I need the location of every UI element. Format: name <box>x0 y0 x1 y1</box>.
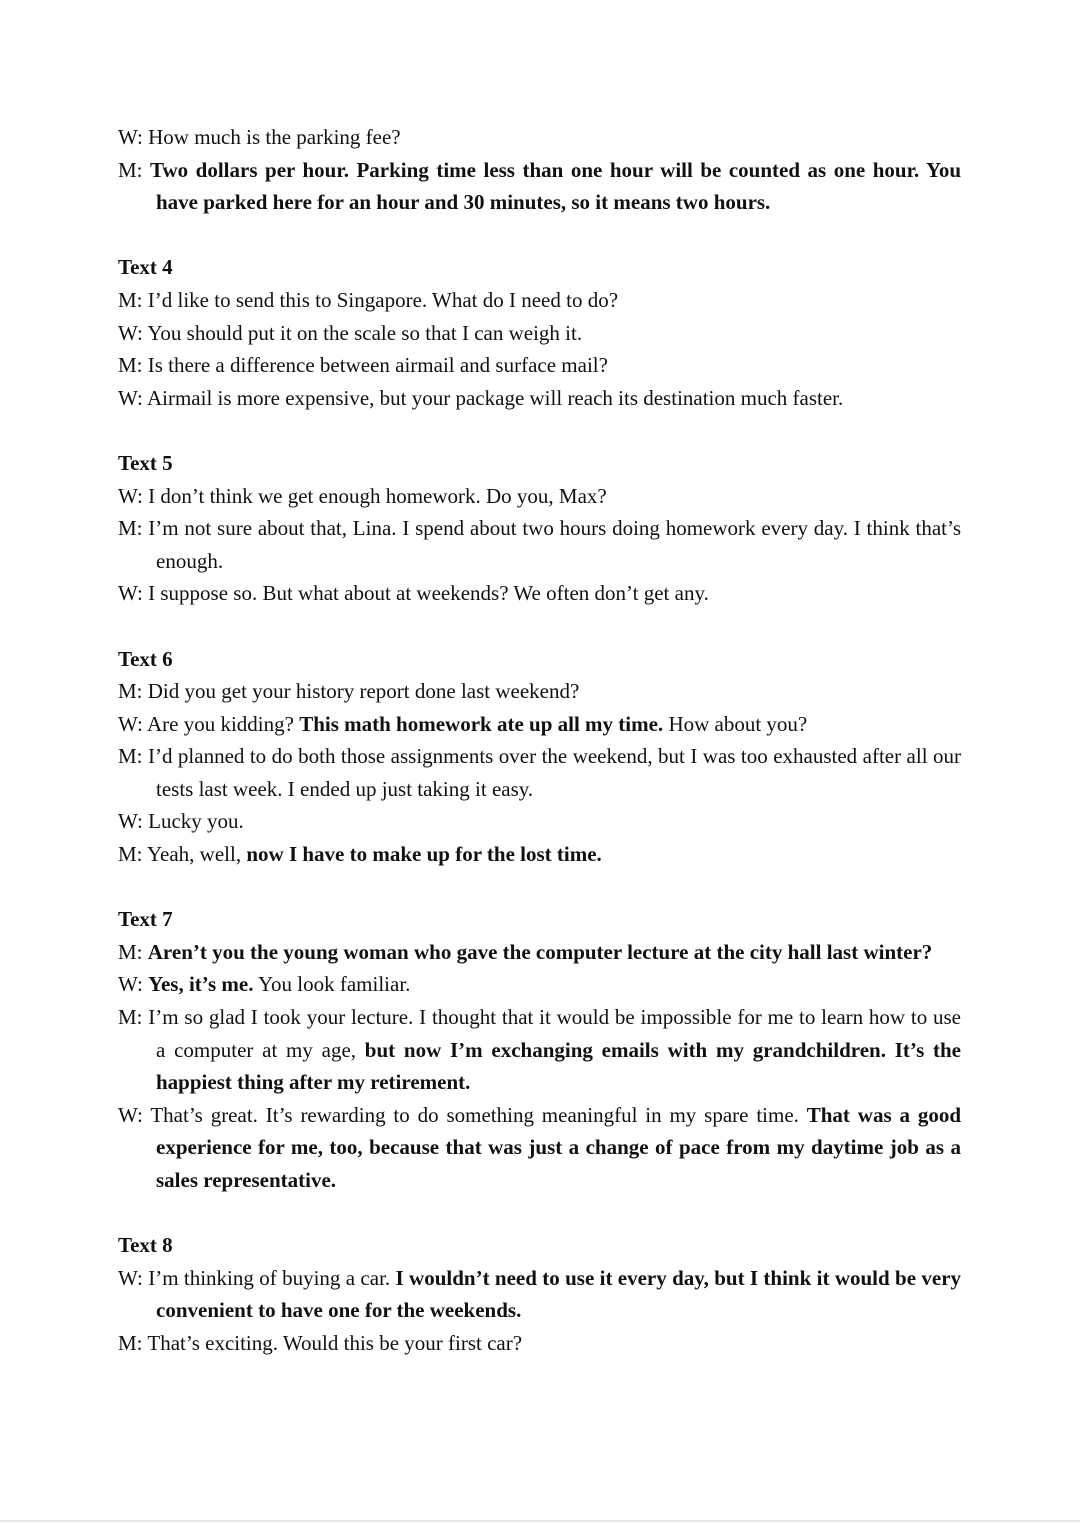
emphasized-text: I wouldn’t need to use it every day, but I think it would be very convenient to have one for the weekends. <box>156 1265 962 1323</box>
dialog-text: W: Lucky you. <box>118 809 244 834</box>
dialog-line <box>118 838 961 871</box>
dialog-line <box>118 284 961 317</box>
dialog-line <box>118 512 961 577</box>
dialog-line <box>118 968 961 1001</box>
emphasized-text: but now I’m exchanging emails with my grandchildren. It’s the happiest thing after my retirement. <box>156 1037 962 1095</box>
dialog-line <box>118 1327 961 1360</box>
dialog-line <box>118 1262 961 1327</box>
dialog-line <box>118 577 961 610</box>
emphasized-text: Two dollars per hour. Parking time less than one hour will be counted as one hour. You have parked here for an hour and 30 minutes, so it means two hours. <box>150 157 961 215</box>
transcript-page <box>118 121 961 1360</box>
emphasized-text: now I have to make up for the lost time. <box>246 842 602 867</box>
dialog-line <box>118 936 961 969</box>
dialog-line <box>118 480 961 513</box>
dialog-text: W: That’s great. It’s rewarding to do something meaningful in my spare time. <box>118 1102 807 1127</box>
dialog-text: W: How much is the parking fee? <box>118 125 401 149</box>
dialog-line <box>118 317 961 350</box>
emphasized-text: Aren’t you the young woman who gave the computer lecture at the city hall last winter? <box>147 939 933 964</box>
section-heading: Text 6 <box>118 646 173 671</box>
dialog-text: W: Airmail is more expensive, but your package will reach its destination much faster. <box>118 385 844 410</box>
dialog-text: W: I suppose so. But what about at weekends? We often don’t get any. <box>118 581 709 606</box>
section-heading: Text 5 <box>118 450 173 475</box>
dialog-text: M: I’m so glad I took your lecture. I thought that it would be impossible for me to learn how to use a computer at my age, <box>118 1005 961 1062</box>
dialog-line <box>118 1099 961 1197</box>
dialog-text: W: Are you kidding? <box>118 711 300 736</box>
dialog-text: W: I’m thinking of buying a car. <box>118 1265 396 1290</box>
section-heading: Text 7 <box>118 907 173 932</box>
dialog-line <box>118 349 961 382</box>
emphasized-text: This math homework ate up all my time. <box>299 711 664 736</box>
emphasized-text: Yes, it’s me. <box>148 972 254 997</box>
dialog-text: M: Yeah, well, <box>118 842 247 867</box>
dialog-text: M: I’d planned to do both those assignments over the weekend, but I was too exhausted after all our tests last week. I ended up just taking it easy. <box>118 744 961 801</box>
dialog-text: M: I’m not sure about that, Lina. I spend about two hours doing homework every day. I think that’s enough. <box>118 516 961 573</box>
dialog-text: M: I’d like to send this to Singapore. What do I need to do? <box>118 287 619 312</box>
emphasized-text: That was a good experience for me, too, because that was just a change of pace from my daytime job as a sales representative. <box>156 1102 961 1192</box>
dialog-text: M: <box>118 157 151 182</box>
dialog-text: M: <box>118 939 148 964</box>
section-heading: Text 4 <box>118 255 173 280</box>
dialog-text: M: Did you get your history report done last weekend? <box>118 679 580 704</box>
dialog-text: How about you? <box>663 711 808 736</box>
dialog-line <box>118 675 961 708</box>
dialog-line <box>118 805 961 838</box>
dialog-line <box>118 121 961 154</box>
dialog-line <box>118 1001 961 1099</box>
section-heading: Text 8 <box>118 1233 173 1258</box>
dialog-text: W: I don’t think we get enough homework. Do you, Max? <box>118 483 607 508</box>
dialog-line <box>118 708 961 741</box>
dialog-text: M: That’s exciting. Would this be your first car? <box>118 1330 523 1355</box>
dialog-line <box>118 382 961 415</box>
dialog-text: W: <box>118 972 149 997</box>
dialog-line <box>118 740 961 805</box>
dialog-text: You look familiar. <box>253 972 411 997</box>
dialog-line <box>118 154 961 219</box>
page-bottom-edge <box>0 1520 1080 1522</box>
dialog-text: W: You should put it on the scale so that I can weigh it. <box>118 320 583 345</box>
dialog-text: M: Is there a difference between airmail and surface mail? <box>118 353 608 378</box>
